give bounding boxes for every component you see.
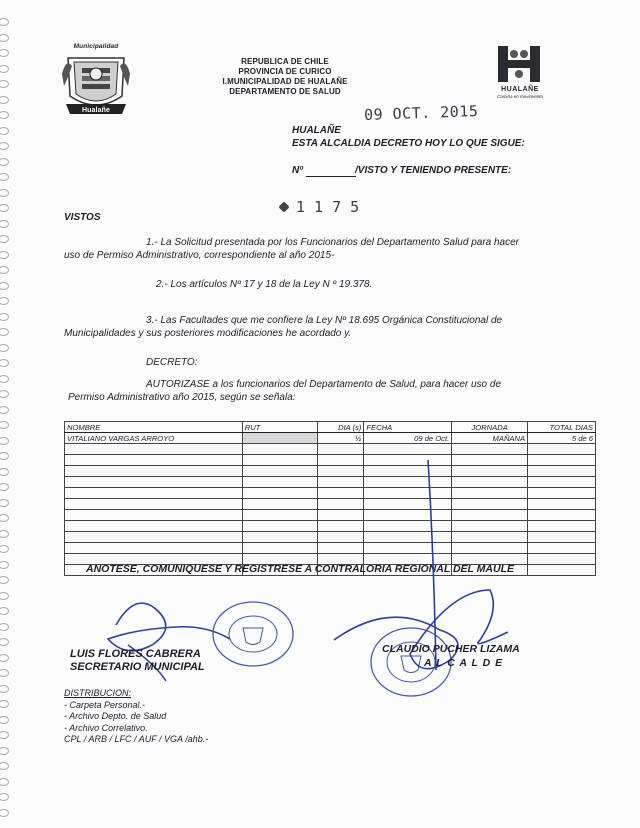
binding-hole bbox=[0, 313, 9, 321]
vistos-label: VISTOS bbox=[64, 212, 101, 223]
binding-hole bbox=[0, 173, 9, 181]
decree-number-prefix: Nº bbox=[292, 165, 303, 176]
table-cell bbox=[65, 444, 243, 455]
decree-number-blank bbox=[306, 176, 356, 177]
binding-hole bbox=[0, 111, 9, 119]
column-header: TOTAL DIAS bbox=[528, 422, 596, 433]
table-cell bbox=[528, 499, 596, 510]
seal-bottom-label: Hualañe bbox=[82, 107, 110, 114]
decree-city: HUALAÑE bbox=[292, 125, 341, 136]
binding-hole bbox=[0, 561, 9, 569]
binding-hole bbox=[0, 80, 9, 88]
binding-hole bbox=[0, 700, 9, 708]
table-cell bbox=[242, 543, 318, 554]
table-cell bbox=[65, 466, 243, 477]
binding-hole bbox=[0, 235, 9, 243]
table-header-row bbox=[65, 422, 596, 433]
column-header: JORNADA bbox=[452, 422, 528, 433]
paragraph-line: 1.- La Solicitud presentada por los Funcionarios del Departamento Salud para hacer bbox=[146, 237, 519, 248]
table-cell bbox=[242, 444, 318, 455]
binding-hole bbox=[0, 96, 9, 104]
redacted-rut-cell bbox=[242, 433, 318, 444]
binding-hole bbox=[0, 716, 9, 724]
binding-hole bbox=[0, 344, 9, 352]
column-header: FECHA bbox=[364, 422, 452, 433]
distribution-item: - Archivo Correlativo. bbox=[64, 722, 148, 733]
binding-hole bbox=[0, 731, 9, 739]
binding-hole bbox=[0, 251, 9, 259]
binding-hole bbox=[0, 669, 9, 677]
signatory-right-name: CLAUDIO PUCHER LIZAMA bbox=[382, 643, 520, 655]
binding-hole bbox=[0, 359, 9, 367]
letterhead-line: REPUBLICA DE CHILE bbox=[241, 57, 329, 66]
table-cell bbox=[242, 455, 318, 466]
signature-right-icon bbox=[330, 440, 530, 740]
signatory-right-title: A L C A L D E bbox=[424, 657, 504, 669]
table-cell bbox=[65, 499, 243, 510]
signatory-left-title: SECRETARIO MUNICIPAL bbox=[70, 661, 205, 673]
binding-hole bbox=[0, 189, 9, 197]
binding-hole bbox=[0, 266, 9, 274]
vistos-paragraph-3 bbox=[64, 314, 604, 340]
binding-hole bbox=[0, 545, 9, 553]
binding-hole bbox=[0, 34, 9, 42]
binding-hole bbox=[0, 328, 9, 336]
binding-hole bbox=[0, 809, 9, 817]
table-cell bbox=[528, 477, 596, 488]
binding-hole bbox=[0, 747, 9, 755]
paragraph-line: 3.- Las Facultades que me confiere la Ley Nº 18.695 Orgánica Constitucional de bbox=[146, 315, 503, 326]
distribution-item: - Archivo Depto. de Salud bbox=[64, 711, 167, 721]
table-cell: MAÑANA bbox=[452, 433, 528, 444]
table-cell bbox=[242, 521, 318, 532]
binding-hole bbox=[0, 406, 9, 414]
table-cell bbox=[242, 499, 318, 510]
binding-hole bbox=[0, 530, 9, 538]
binding-hole bbox=[0, 499, 9, 507]
binding-hole bbox=[0, 452, 9, 460]
binding-hole bbox=[0, 638, 9, 646]
binding-hole bbox=[0, 514, 9, 522]
date-stamp: 09 OCT. 2015 bbox=[363, 102, 479, 124]
table-cell: 09 de Oct. bbox=[364, 433, 452, 444]
table-cell bbox=[65, 532, 243, 543]
binding-hole bbox=[0, 282, 9, 290]
table-cell bbox=[65, 477, 243, 488]
table-cell bbox=[528, 488, 596, 499]
vistos-paragraph-1 bbox=[64, 236, 604, 262]
binding-hole bbox=[0, 437, 9, 445]
table-cell: VITALIANO VARGAS ARROYO bbox=[65, 433, 243, 444]
binding-hole bbox=[0, 654, 9, 662]
table-cell bbox=[528, 455, 596, 466]
table-cell bbox=[528, 532, 596, 543]
table-cell bbox=[528, 521, 596, 532]
decree-intro: ESTA ALCALDIA DECRETO HOY LO QUE SIGUE: bbox=[292, 138, 525, 149]
table-cell bbox=[528, 565, 596, 576]
binding-hole bbox=[0, 49, 9, 57]
table-cell bbox=[528, 466, 596, 477]
paragraph-line: AUTORIZASE a los funcionarios del Departamento de Salud, para hacer uso de bbox=[146, 379, 502, 390]
distribution-item: CPL / ARB / LFC / AUF / VGA /ahb.- bbox=[64, 734, 209, 744]
table-cell bbox=[65, 543, 243, 554]
column-header: DIA (s) bbox=[318, 422, 364, 433]
table-cell bbox=[65, 455, 243, 466]
table-cell: ½ bbox=[318, 433, 364, 444]
paragraph-line: Municipalidades y sus posteriores modificaciones he acordado y. bbox=[64, 328, 352, 339]
distribution-label: DISTRIBUCION: bbox=[64, 688, 132, 698]
binding-hole bbox=[0, 576, 9, 584]
binding-hole bbox=[0, 623, 9, 631]
stamp-star-icon bbox=[278, 201, 289, 212]
table-cell bbox=[65, 510, 243, 521]
binding-hole bbox=[0, 468, 9, 476]
vistos-paragraph-2: 2.- Los artículos Nº 17 y 18 de la Ley N º 19.378. bbox=[156, 279, 373, 290]
table-cell bbox=[528, 444, 596, 455]
decreto-label: DECRETO: bbox=[146, 357, 198, 368]
decree-number: 1 1 7 5 bbox=[296, 198, 360, 216]
binding-hole bbox=[0, 390, 9, 398]
anotese-line: ANOTESE, COMUNIQUESE Y REGISTRESE A CONTRALORIA REGIONAL DEL MAULE bbox=[86, 563, 515, 575]
binding-hole bbox=[0, 204, 9, 212]
letterhead-line: I.MUNICIPALIDAD DE HUALAÑE bbox=[222, 77, 348, 86]
signatory-left-name: LUIS FLORES CABRERA bbox=[70, 648, 201, 660]
seal-top-label: Municipalidad bbox=[73, 43, 119, 50]
table-cell bbox=[65, 488, 243, 499]
binding-hole bbox=[0, 592, 9, 600]
binding-hole bbox=[0, 375, 9, 383]
binding-hole bbox=[0, 18, 9, 26]
table-cell bbox=[242, 466, 318, 477]
binding-hole bbox=[0, 297, 9, 305]
decree-number-stamp bbox=[280, 198, 359, 216]
binding-hole bbox=[0, 793, 9, 801]
distribution-block bbox=[64, 688, 208, 746]
binding-hole bbox=[0, 158, 9, 166]
binding-hole bbox=[0, 685, 9, 693]
binding-hole bbox=[0, 483, 9, 491]
column-header: NOMBRE bbox=[65, 422, 243, 433]
table-cell bbox=[528, 554, 596, 565]
binding-hole bbox=[0, 142, 9, 150]
binding-hole bbox=[0, 421, 9, 429]
letterhead-line: PROVINCIA DE CURICO bbox=[238, 67, 332, 76]
binding-hole bbox=[0, 762, 9, 770]
table-cell bbox=[65, 521, 243, 532]
logo-tagline: Camina en movimiento bbox=[496, 94, 544, 99]
table-cell bbox=[528, 510, 596, 521]
hualane-logo-icon bbox=[496, 44, 542, 84]
table-cell bbox=[242, 488, 318, 499]
binding-hole bbox=[0, 607, 9, 615]
table-cell bbox=[242, 477, 318, 488]
binding-hole bbox=[0, 778, 9, 786]
table-cell bbox=[242, 532, 318, 543]
table-cell: 5 de 6 bbox=[528, 433, 596, 444]
binding-hole bbox=[0, 65, 9, 73]
table-cell bbox=[242, 510, 318, 521]
logo-name: HUALAÑE bbox=[501, 86, 539, 93]
distribution-item: - Carpeta Personal.- bbox=[64, 699, 146, 710]
binding-hole bbox=[0, 127, 9, 135]
decree-number-suffix: /VISTO Y TENIENDO PRESENTE: bbox=[355, 165, 512, 176]
paragraph-line: uso de Permiso Administrativo, correspondiente al año 2015- bbox=[64, 250, 335, 261]
paragraph-line: Permiso Administrativo año 2015, según se señala: bbox=[68, 392, 296, 403]
table-cell bbox=[528, 543, 596, 554]
letterhead-line: DEPARTAMENTO DE SALUD bbox=[229, 87, 341, 96]
autoriza-paragraph bbox=[64, 378, 604, 404]
letterhead bbox=[210, 57, 360, 97]
binding-hole bbox=[0, 220, 9, 228]
stamp-secretario-icon bbox=[210, 598, 296, 670]
column-header: RUT bbox=[242, 422, 318, 433]
